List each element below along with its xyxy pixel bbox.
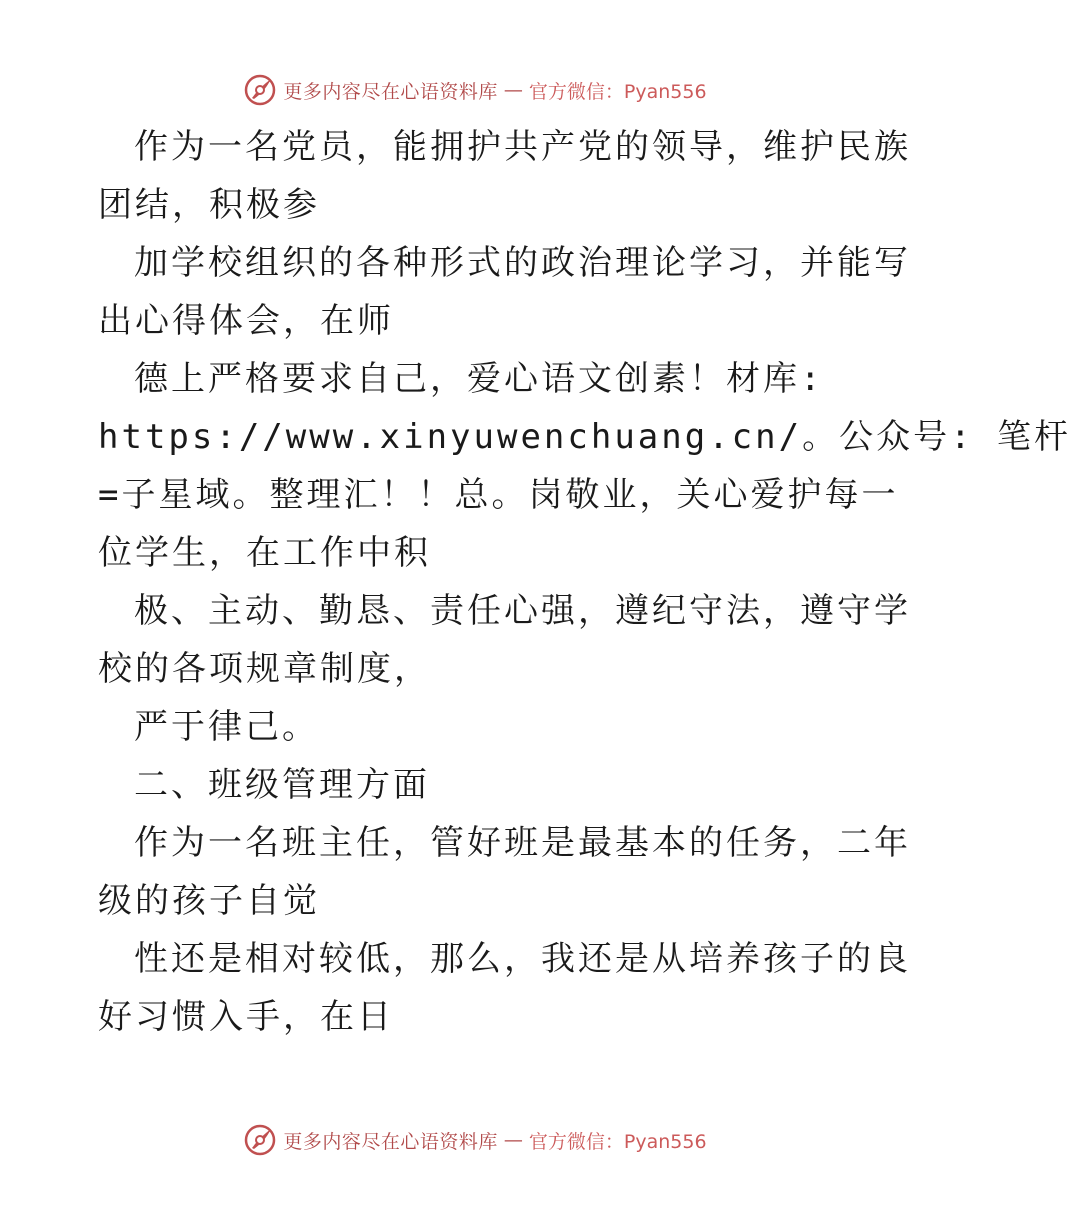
text-line: 加学校组织的各种形式的政治理论学习，并能写 (134, 243, 911, 283)
text-line: https://www.xinyuwenchuang.cn/。公众号: 笔杆 (98, 417, 1071, 457)
feather-pen-icon (243, 73, 277, 107)
text-line: 严于律己。 (134, 707, 319, 747)
header-banner (0, 70, 950, 110)
footer-banner (0, 1120, 950, 1160)
text-line: =子星域。整理汇！！总。岗敬业，关心爱护每一 (98, 475, 899, 515)
text-line: 校的各项规章制度， (98, 649, 431, 689)
feather-pen-icon (243, 1123, 277, 1157)
banner-dash: — (503, 79, 523, 101)
banner-dash: — (503, 1129, 523, 1151)
text-line: 作为一名班主任，管好班是最基本的任务，二年 (134, 823, 911, 863)
text-line: 位学生，在工作中积 (98, 533, 431, 573)
text-line: 德上严格要求自己，爱心语文创素！材库: (134, 359, 824, 399)
text-line: 性还是相对较低，那么，我还是从培养孩子的良 (134, 939, 911, 979)
text-line: 出心得体会，在师 (98, 301, 394, 341)
section-heading: 二、班级管理方面 (134, 765, 430, 805)
banner-text: 更多内容尽在心语资料库 (283, 1130, 498, 1153)
text-line: 极、主动、勤恳、责任心强，遵纪守法，遵守学 (134, 591, 911, 631)
banner-wechat: 官方微信：Pyan556 (528, 1130, 707, 1153)
banner-wechat: 官方微信：Pyan556 (528, 80, 707, 103)
banner-text: 更多内容尽在心语资料库 (283, 80, 498, 103)
document-body (98, 118, 1071, 1046)
text-line: 作为一名党员，能拥护共产党的领导，维护民族 (134, 127, 911, 167)
text-line: 团结，积极参 (98, 185, 320, 225)
text-line: 好习惯入手，在日 (98, 997, 394, 1037)
text-line: 级的孩子自觉 (98, 881, 320, 921)
